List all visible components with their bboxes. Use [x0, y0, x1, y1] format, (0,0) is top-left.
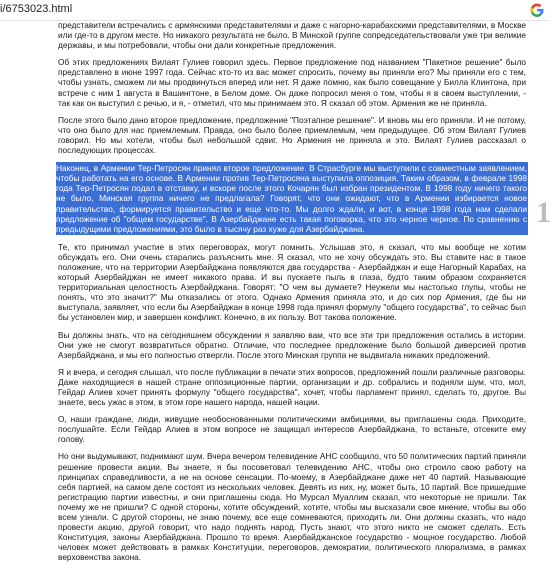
document-body — [58, 20, 526, 570]
browser-bar — [0, 0, 549, 21]
paragraph: Вы должны знать, что на сегодняшнем обсуждении я заявляю вам, что все эти три предложения остались в истории. Они уже не смогут возвратиться обратно. Отличие, что последнее предложение было большой диверсией против Азербайджана, и мы его полностью отвергли. После этого Минская группа не выдвигала никаких предложений. — [58, 329, 526, 360]
paragraph: Я и вчера, и сегодня слышал, что после публикации в печати этих вопросов, предложений пошли различные разговоры. Даже находящиеся в нашей стране оппозиционные партии, организации и др. собрались и подняли шум, что, мол, Гейдар Алиев хочет принять формулу "общего государства", хочет, чтобы парламент принял, сделать то, другое. Вы знаете, весь ужас в этом, в этом горе нашего народа, нашей нации. — [58, 366, 526, 408]
paragraph: представители встречались с армянскими представителями и даже с нагорно-карабахскими представителями, в Москве или где-то в другом месте. Но никакого результата не было. В Минской группе сопредседательствовали уже три великие державы, и мы потребовали, чтобы они дали конкретные предложения. — [58, 20, 526, 51]
paragraph: Об этих предложениях Вилаят Гулиев говорил здесь. Первое предложение под названием "Пакетное решение" было представлено в июне 1997 года. Сейчас кто-то из вас может спросить, почему вы приняли его? Мы приняли его с тем, чтобы узнать, сможем ли мы продвинуться вперед или нет. Я даже помню, как было совещание у Билла Клинтона, при встрече с ним 1 августа в Вашингтоне, в Белом доме. Он даже попросил меня о том, чтобы я в своем выступлении, - так как он выступил с речью, и я, - отметил, что мы принимаем это. Я сказал об этом. Армения же не приняла. — [58, 57, 526, 108]
url-text[interactable]: i/6753023.html — [0, 3, 73, 15]
page-number: 1 — [536, 196, 551, 229]
paragraph: О, наши граждане, люди, живущие необоснованными политическими амбициями, вы приглашены сюда. Приходите, послушайте. Если Гейдар Алиев в этом вопросе не защищал интересов Азербайджана, то встаньте, отсеките ему голову. — [58, 414, 526, 445]
paragraph: Но они выдумывают, поднимают шум. Вчера вечером телевидение АНС сообщило, что 50 политических партий приняли решение провести акции. Вы знаете, я бы посоветовал телевидению АНС, чтобы оно строило свою работу на принципах справедливости, а не на основе сенсации. По-моему, в Азербайджане даже нет 40 партий. Называющие себя партией, на самом деле состоят из нескольких человек. Девять из них, ну, может быть, 10 партий. Все пришедшие регистрацию партии известны, и они приглашены сюда. Но Мурсал Муаллим сказал, что некоторые не пришли. Так почему же не пришли? С одной стороны, хотите обсуждений, хотите, чтобы мы высказали свое мнение, чтобы вы обо всем узнали. С другой стороны, не знаю почему, все еще сомневаются, приходить ли. Они должны сказать, что надо провести акцию, другой говорит, что надо поднять народ. Пусть знают, что этого никто не сможет сделать. Есть Конституция, законы Азербайджана. Прошло то время. Азербайджанское государство - мощное государство. Любой человек может действовать в рамках Конституции, переговоров, демократии, политического плюрализма, в рамках верховенства закона. — [58, 451, 526, 563]
paragraph: Те, кто принимал участие в этих переговорах, могут помнить. Услышав это, я сказал, что мы вообще не хотим обсуждать его. Они очень старались разъяснить мне. Я сказал, что не хочу обсуждать это. Вы ставите нас в такое положение, что на территории Азербайджана появляются два государства - Азербайджан и еще Нагорный Карабах, на который Азербайджан не имеет никакого права. И вы пускаете пыль в глаза, будто таким образом сохраняется территориальная целостность Азербайджана. Говорят: "О чем вы думаете? Неужели мы настолько глупы, чтобы не понять, что это значит?" Мы отказались от этого. Однако Армения приняла это, и до сих пор Армения, где бы ни выступала, заявляет, что если бы Азербайджан в конце 1998 года принял формулу "общего государства", то сейчас был бы установлен мир, и завершен конфликт. Конечно, в их пользу. Вот такова положение. — [58, 241, 526, 323]
paragraph: После этого было дано второе предложение, предложение "Поэтапное решение". И вновь мы его приняли. И не потому, что оно было для нас приемлемым. Правда, оно было более приемлемым, чем предыдущее. Об этом Вилаят Гулиев говорил. Но мы хотели, чтобы был небольшой сдвиг. Но Армения не приняла и это. Вилаят Гулиев рассказал о последующих процессах. — [58, 114, 526, 156]
google-g-icon[interactable] — [529, 2, 545, 18]
selected-paragraph[interactable]: Наконец, в Армении Тер-Петросян принял второе предложение. В Страсбурге мы выступили с совместным заявлением, чтобы работать на его основе. В Армении против Тер-Петросяна выступила оппозиция. Таким образом, в феврале 1998 года Тер-Петросян подал в отставку, и вскоре после этого Кочарян был избран президентом. В 1998 году ничего такого не было, Минская группа ничего не предлагала? Говорят, что они ожидают, что в Армении избирается новое правительство, формируется правительство и еще что-то. Мы долго ждали, и вот, в конце 1998 года нам сделали предложение об "общем государстве". В Азербайджане есть такая поговорка, что это черное черное. По сравнению с предыдущими предложениями, это было в тысячу раз хуже для Азербайджана. — [56, 163, 527, 234]
